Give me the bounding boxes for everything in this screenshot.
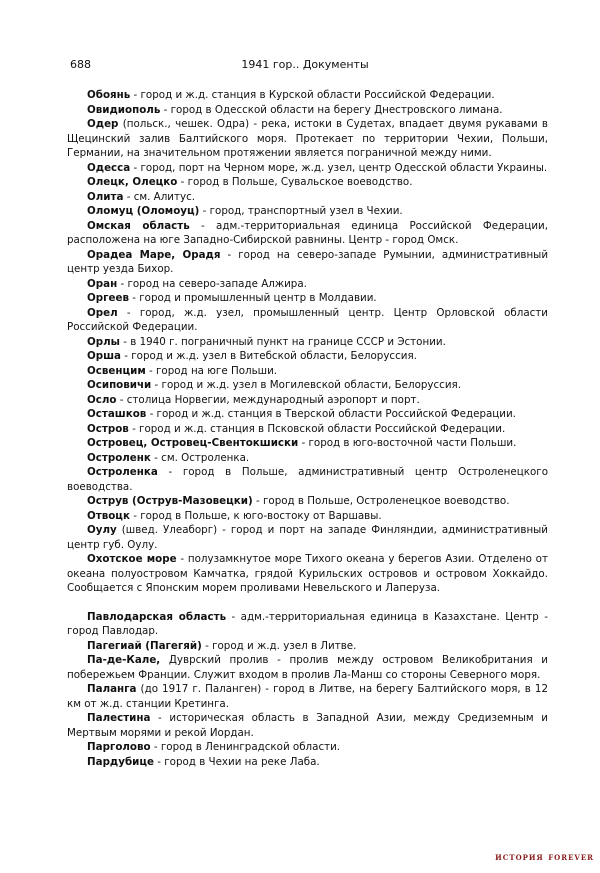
entry-text: - город на северо-западе Румынии, административный центр уезда Бихор.: [67, 248, 549, 275]
glossary-entry: [67, 277, 548, 292]
glossary-entry: [67, 335, 548, 350]
entry-term: Островец, Островец-Свентокшиски: [87, 437, 299, 449]
entry-term: Паланга: [87, 683, 137, 695]
entry-text: - см. Алитус.: [123, 190, 196, 203]
watermark-logo: история forever: [495, 852, 594, 863]
entry-term: Оулу: [87, 524, 117, 536]
page-number: 688: [70, 58, 91, 71]
entry-text: - город в Польше, Сувальское воеводство.: [177, 176, 413, 188]
entry-text: - полузамкнутое море Тихого океана у берегов Азии. Отделено от океана полуостровом Камчатка, грядой Курильских островов и островом Хоккайдо. Сообщается с Японским морем проливами Невельского и Лаперуза.: [67, 553, 548, 594]
entry-text: - город в Чехии на реке Лаба.: [154, 755, 320, 768]
entry-text: - город в Польше, Остроленецкое воеводство.: [252, 495, 510, 507]
entry-text: - адм.-территориальная единица Российской Федерации, расположена на юге Западно-Сибирской равнины. Центр - город Омск.: [67, 219, 548, 246]
entry-term: Орша: [87, 350, 122, 362]
entry-term: Осиповичи: [87, 379, 152, 391]
entry-term: Па-де-Кале,: [87, 654, 161, 666]
entry-term: Оран: [87, 277, 118, 290]
glossary-entry: [67, 653, 548, 682]
glossary-entry: [67, 161, 548, 176]
entry-text: (польск., чешек. Одра) - река, истоки в Судетах, впадает двумя рукавами в Щецинский залив Балтийского моря. Протекает по территории Чехии, Польши, Германии, на значительном протяжении является пограничной между ними.: [67, 118, 548, 159]
entry-term: Оргеев: [87, 292, 129, 304]
glossary-entry: [67, 175, 548, 190]
entry-text: - город и промышленный центр в Молдавии.: [129, 292, 377, 304]
entry-text: (до 1917 г. Паланген) - город в Литве, на берегу Балтийского моря, в 12 км от ж.д. станции Кретинга.: [67, 683, 548, 710]
entry-text: - город и ж.д. станция в Курской области Российской Федерации.: [130, 89, 495, 101]
entry-text: - столица Норвегии, международный аэропорт и порт.: [116, 393, 420, 406]
entry-term: Остроленк: [87, 451, 151, 464]
glossary-entry: [67, 639, 548, 654]
entry-term: Оломуц (Оломоуц): [87, 205, 200, 217]
entry-term: Обоянь: [87, 89, 131, 101]
entry-text: - город и ж.д. станция в Псковской области Российской Федерации.: [128, 422, 506, 435]
entry-term: Пардубице: [87, 755, 154, 768]
entry-term: Остроленка: [87, 466, 158, 478]
entry-text: - город в юго-восточной части Польши.: [298, 437, 517, 449]
glossary-entry: [67, 494, 548, 509]
glossary-entry: [67, 117, 548, 161]
glossary-entry: [67, 291, 548, 306]
glossary-entry: [67, 349, 548, 364]
entry-term: Отвоцк: [87, 509, 130, 522]
entry-term: Олита: [87, 190, 124, 203]
entry-text: - в 1940 г. пограничный пункт на границе СССР и Эстонии.: [119, 335, 446, 348]
entry-term: Омская область: [87, 219, 190, 232]
entry-term: Осло: [87, 393, 117, 406]
page-header: [70, 58, 540, 74]
entry-text: - город в Одесской области на берегу Днестровского лимана.: [160, 103, 503, 116]
entry-text: - город и ж.д. узел в Витебской области, Белоруссия.: [121, 350, 417, 362]
entry-term: Освенцим: [87, 364, 146, 377]
entry-term: Палестина: [87, 712, 151, 724]
glossary-entry: [67, 610, 548, 639]
entry-term: Одер: [87, 118, 119, 130]
entry-term: Павлодарская область: [87, 610, 227, 623]
entry-text: - город на юге Польши.: [145, 364, 278, 377]
glossary-entry: [67, 378, 548, 393]
glossary-entry: [67, 682, 548, 711]
glossary-entry: [67, 509, 548, 524]
entry-term: Орлы: [87, 335, 120, 348]
entry-term: Охотское море: [87, 553, 177, 565]
entry-text: - город на северо-западе Алжира.: [117, 277, 307, 290]
entry-text: - город, порт на Черном море, ж.д. узел, центр Одесской области Украины.: [130, 161, 548, 174]
entry-text: - адм.-территориальная единица в Казахстане. Центр - город Павлодар.: [67, 610, 548, 637]
entry-text: - город в Польше, административный центр Остроленецкого воеводства.: [67, 466, 548, 493]
entry-term: Пагегиай (Пагегяй): [87, 639, 202, 652]
glossary-entry: [67, 407, 548, 422]
glossary-entry: [67, 103, 548, 118]
glossary-entry: [67, 436, 548, 451]
entry-text: - историческая область в Западной Азии, между Средиземным и Мертвым морями и рекой Иордан.: [67, 712, 548, 739]
entry-term: Одесса: [87, 161, 131, 174]
glossary-entry: [67, 422, 548, 437]
entry-term: Олецк, Олецко: [87, 176, 178, 188]
glossary-entry: [67, 88, 548, 103]
glossary-entry: [67, 364, 548, 379]
entry-text: - город в Ленинградской области.: [150, 741, 341, 753]
entry-text: - город, ж.д. узел, промышленный центр. Центр Орловской области Российской Федерации.: [67, 306, 548, 333]
glossary-entry: [67, 740, 548, 755]
entry-term: Осташков: [87, 408, 147, 420]
glossary-entry: [67, 755, 548, 770]
entry-text: - город и ж.д. станция в Тверской области Российской Федерации.: [146, 408, 516, 420]
glossary-entry: [67, 219, 548, 248]
entry-text: - город, транспортный узел в Чехии.: [199, 205, 403, 217]
glossary-entry: [67, 306, 548, 335]
glossary-entry: [67, 552, 548, 596]
entry-text: Дуврский пролив - пролив между островом Великобритания и побережьем Франции. Служит входом в пролив Ла-Манш со стороны Северного моря.: [67, 654, 548, 681]
glossary-entry: [67, 393, 548, 408]
glossary-entries: [67, 88, 548, 769]
entry-term: Орадеа Маре, Орадя: [87, 248, 221, 261]
entry-text: (швед. Улеаборг) - город и порт на западе Финляндии, административный центр губ. Оулу.: [67, 524, 548, 551]
glossary-entry: [67, 204, 548, 219]
entry-term: Острув (Острув-Мазовецки): [87, 495, 253, 507]
glossary-entry: [67, 248, 548, 277]
entry-term: Парголово: [87, 741, 151, 753]
glossary-entry: [67, 465, 548, 494]
glossary-entry: [67, 451, 548, 466]
entry-text: - см. Остроленка.: [150, 451, 250, 464]
glossary-entry: [67, 523, 548, 552]
entry-text: - город в Польше, к юго-востоку от Варшавы.: [129, 509, 382, 522]
running-title: 1941 гор.. Документы: [241, 58, 369, 71]
entry-term: Остров: [87, 422, 129, 435]
entry-text: - город и ж.д. узел в Литве.: [201, 639, 357, 652]
entry-term: Орел: [87, 306, 118, 319]
glossary-entry: [67, 190, 548, 205]
entry-text: - город и ж.д. узел в Могилевской области, Белоруссия.: [151, 379, 462, 391]
glossary-entry: [67, 711, 548, 740]
entry-term: Овидиополь: [87, 103, 161, 116]
